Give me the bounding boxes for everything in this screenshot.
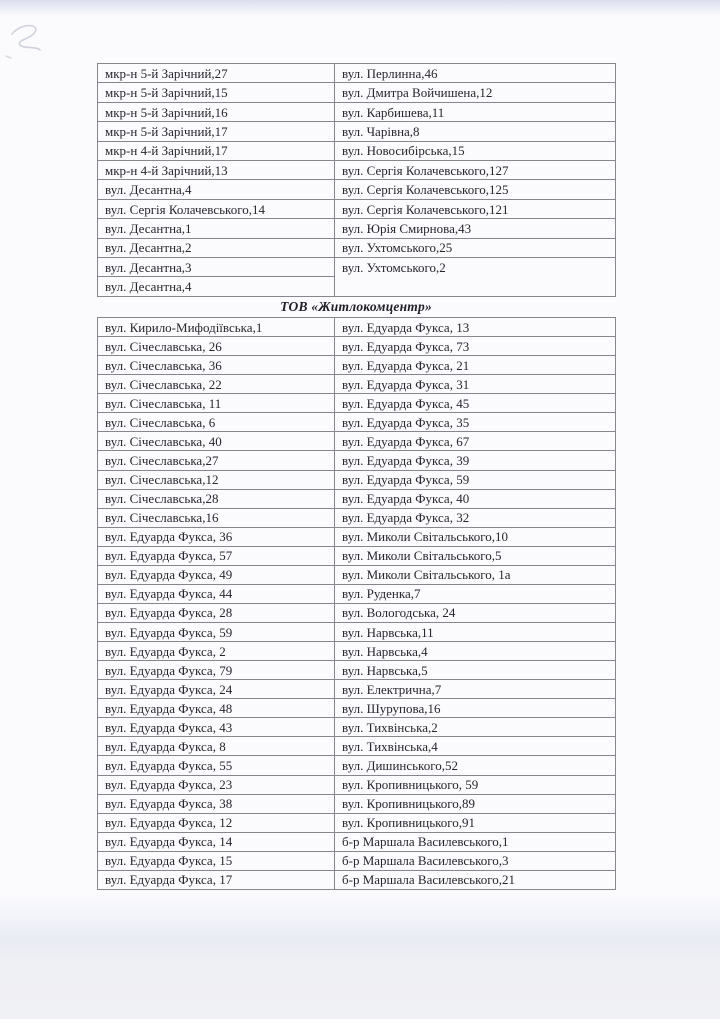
table-row — [98, 356, 616, 375]
address-cell-right: вул. Новосибірська,15 — [335, 141, 616, 160]
address-cell-left: вул. Кирило-Мифодіївська,1 — [98, 318, 335, 337]
address-cell-right: вул. Дишинського,52 — [335, 756, 616, 775]
address-cell-left: вул. Едуарда Фукса, 59 — [98, 623, 335, 642]
address-cell-left: вул. Десантна,1 — [98, 219, 335, 238]
address-cell-left: вул. Едуарда Фукса, 15 — [98, 851, 335, 870]
address-cell-left: вул. Едуарда Фукса, 23 — [98, 775, 335, 794]
table-row — [98, 394, 616, 413]
table-row — [98, 141, 616, 160]
address-cell-left: вул. Едуарда Фукса, 8 — [98, 737, 335, 756]
table-row — [98, 413, 616, 432]
address-cell-right: вул. Кропивницького, 59 — [335, 775, 616, 794]
address-cell-left: вул. Едуарда Фукса, 57 — [98, 546, 335, 565]
address-cell-right: вул. Миколи Світальського,5 — [335, 546, 616, 565]
address-cell-left: вул. Едуарда Фукса, 28 — [98, 603, 335, 622]
table-row — [98, 775, 616, 794]
address-cell-left: мкр-н 5-й Зарічний,16 — [98, 102, 335, 121]
address-cell-left: вул. Едуарда Фукса, 44 — [98, 584, 335, 603]
address-cell-right: вул. Ухтомського,2 — [335, 258, 616, 297]
address-cell-right: вул. Нарвська,11 — [335, 623, 616, 642]
address-cell-left: вул. Січеславська,12 — [98, 470, 335, 489]
address-cell-left: мкр-н 5-й Зарічний,17 — [98, 122, 335, 141]
address-cell-left: вул. Січеславська, 26 — [98, 337, 335, 356]
table-row — [98, 584, 616, 603]
table-row — [98, 258, 616, 277]
address-cell-left: вул. Едуарда Фукса, 2 — [98, 642, 335, 661]
table-row — [98, 832, 616, 851]
table-row — [98, 508, 616, 527]
address-cell-left: вул. Десантна,2 — [98, 238, 335, 257]
address-cell-left: вул. Січеславська,16 — [98, 508, 335, 527]
address-cell-left: вул. Едуарда Фукса, 24 — [98, 680, 335, 699]
table-row — [98, 737, 616, 756]
address-cell-right: вул. Руденка,7 — [335, 584, 616, 603]
address-cell-right: вул. Едуарда Фукса, 45 — [335, 394, 616, 413]
address-cell-left: вул. Едуарда Фукса, 36 — [98, 527, 335, 546]
section-header: ТОВ «Житлокомцентр» — [280, 299, 432, 314]
address-cell-right: вул. Едуарда Фукса, 32 — [335, 508, 616, 527]
address-cell-right: вул. Едуарда Фукса, 31 — [335, 375, 616, 394]
address-cell-right: вул. Дмитра Войчишена,12 — [335, 83, 616, 102]
table-row — [98, 199, 616, 218]
table-row — [98, 64, 616, 83]
address-cell-left: мкр-н 5-й Зарічний,27 — [98, 64, 335, 83]
table-row — [98, 813, 616, 832]
table-row — [98, 756, 616, 775]
table-row — [98, 375, 616, 394]
address-cell-right: вул. Чарівна,8 — [335, 122, 616, 141]
table-row — [98, 623, 616, 642]
table-row — [98, 161, 616, 180]
table-row — [98, 527, 616, 546]
address-table-lower — [97, 317, 616, 890]
address-cell-right: б-р Маршала Василевського,3 — [335, 851, 616, 870]
address-cell-right: вул. Шурупова,16 — [335, 699, 616, 718]
address-cell-left: вул. Січеславська, 6 — [98, 413, 335, 432]
address-cell-right: вул. Едуарда Фукса, 21 — [335, 356, 616, 375]
address-cell-right: вул. Сергія Колачевського,121 — [335, 199, 616, 218]
address-cell-right: вул. Едуарда Фукса, 67 — [335, 432, 616, 451]
address-cell-right: вул. Миколи Світальського, 1а — [335, 565, 616, 584]
address-cell-left: вул. Січеславська,27 — [98, 451, 335, 470]
scan-edge-top — [0, 0, 720, 16]
table-row — [98, 642, 616, 661]
address-cell-left: вул. Едуарда Фукса, 48 — [98, 699, 335, 718]
table-row — [98, 680, 616, 699]
address-cell-right: вул. Едуарда Фукса, 73 — [335, 337, 616, 356]
address-cell-right: вул. Ухтомського,25 — [335, 238, 616, 257]
address-cell-left: вул. Едуарда Фукса, 79 — [98, 661, 335, 680]
address-cell-right: вул. Миколи Світальського,10 — [335, 527, 616, 546]
table-row — [98, 180, 616, 199]
table-row — [98, 337, 616, 356]
address-cell-left: вул. Січеславська, 22 — [98, 375, 335, 394]
address-cell-right: вул. Едуарда Фукса, 35 — [335, 413, 616, 432]
scan-edge-bottom — [0, 893, 720, 1019]
address-cell-right: вул. Нарвська,4 — [335, 642, 616, 661]
address-cell-right: вул. Електрична,7 — [335, 680, 616, 699]
address-cell-right: вул. Едуарда Фукса, 59 — [335, 470, 616, 489]
address-cell-right: вул. Кропивницького,89 — [335, 794, 616, 813]
address-cell-left: вул. Січеславська, 11 — [98, 394, 335, 413]
table-row — [98, 870, 616, 889]
address-cell-right: вул. Сергія Колачевського,125 — [335, 180, 616, 199]
address-table-upper — [97, 63, 616, 297]
address-cell-left: вул. Едуарда Фукса, 17 — [98, 870, 335, 889]
table-row — [98, 470, 616, 489]
table-row — [98, 699, 616, 718]
address-cell-left: вул. Едуарда Фукса, 43 — [98, 718, 335, 737]
address-cell-left: вул. Едуарда Фукса, 38 — [98, 794, 335, 813]
table-row — [98, 432, 616, 451]
address-cell-right: вул. Вологодська, 24 — [335, 603, 616, 622]
address-cell-left: вул. Едуарда Фукса, 49 — [98, 565, 335, 584]
table-row — [98, 565, 616, 584]
address-cell-left: вул. Десантна,3 — [98, 258, 335, 277]
address-cell-right: вул. Перлинна,46 — [335, 64, 616, 83]
table-row — [98, 122, 616, 141]
address-cell-left: мкр-н 4-й Зарічний,17 — [98, 141, 335, 160]
address-cell-right: вул. Кропивницького,91 — [335, 813, 616, 832]
table-row — [98, 451, 616, 470]
address-cell-right: вул. Сергія Колачевського,127 — [335, 161, 616, 180]
address-cell-right: вул. Тихвінська,4 — [335, 737, 616, 756]
address-cell-right: вул. Тихвінська,2 — [335, 718, 616, 737]
table-row — [98, 219, 616, 238]
address-cell-right: б-р Маршала Василевського,21 — [335, 870, 616, 889]
address-cell-left: вул. Едуарда Фукса, 12 — [98, 813, 335, 832]
address-cell-right: б-р Маршала Василевського,1 — [335, 832, 616, 851]
table-row — [98, 318, 616, 337]
address-cell-left: вул. Січеславська, 36 — [98, 356, 335, 375]
address-cell-right: вул. Нарвська,5 — [335, 661, 616, 680]
address-cell-left: вул. Едуарда Фукса, 55 — [98, 756, 335, 775]
pencil-mark — [2, 16, 62, 64]
address-cell-left: вул. Січеславська,28 — [98, 489, 335, 508]
address-cell-right: вул. Едуарда Фукса, 39 — [335, 451, 616, 470]
table-row — [98, 718, 616, 737]
address-cell-right: вул. Карбишева,11 — [335, 102, 616, 121]
table-row — [98, 851, 616, 870]
table-row — [98, 603, 616, 622]
address-cell-left: мкр-н 5-й Зарічний,15 — [98, 83, 335, 102]
table-row — [98, 546, 616, 565]
table-row — [98, 661, 616, 680]
address-cell-right: вул. Юрія Смирнова,43 — [335, 219, 616, 238]
address-cell-left: вул. Едуарда Фукса, 14 — [98, 832, 335, 851]
address-cell-left: вул. Сергія Колачевського,14 — [98, 199, 335, 218]
table-row — [98, 102, 616, 121]
table-row — [98, 794, 616, 813]
address-cell-left: вул. Десантна,4 — [98, 277, 335, 297]
address-cell-right: вул. Едуарда Фукса, 40 — [335, 489, 616, 508]
table-row — [98, 489, 616, 508]
address-cell-left: вул. Десантна,4 — [98, 180, 335, 199]
address-cell-left: мкр-н 4-й Зарічний,13 — [98, 161, 335, 180]
address-cell-right: вул. Едуарда Фукса, 13 — [335, 318, 616, 337]
table-row — [98, 83, 616, 102]
address-cell-left: вул. Січеславська, 40 — [98, 432, 335, 451]
table-row — [98, 238, 616, 257]
